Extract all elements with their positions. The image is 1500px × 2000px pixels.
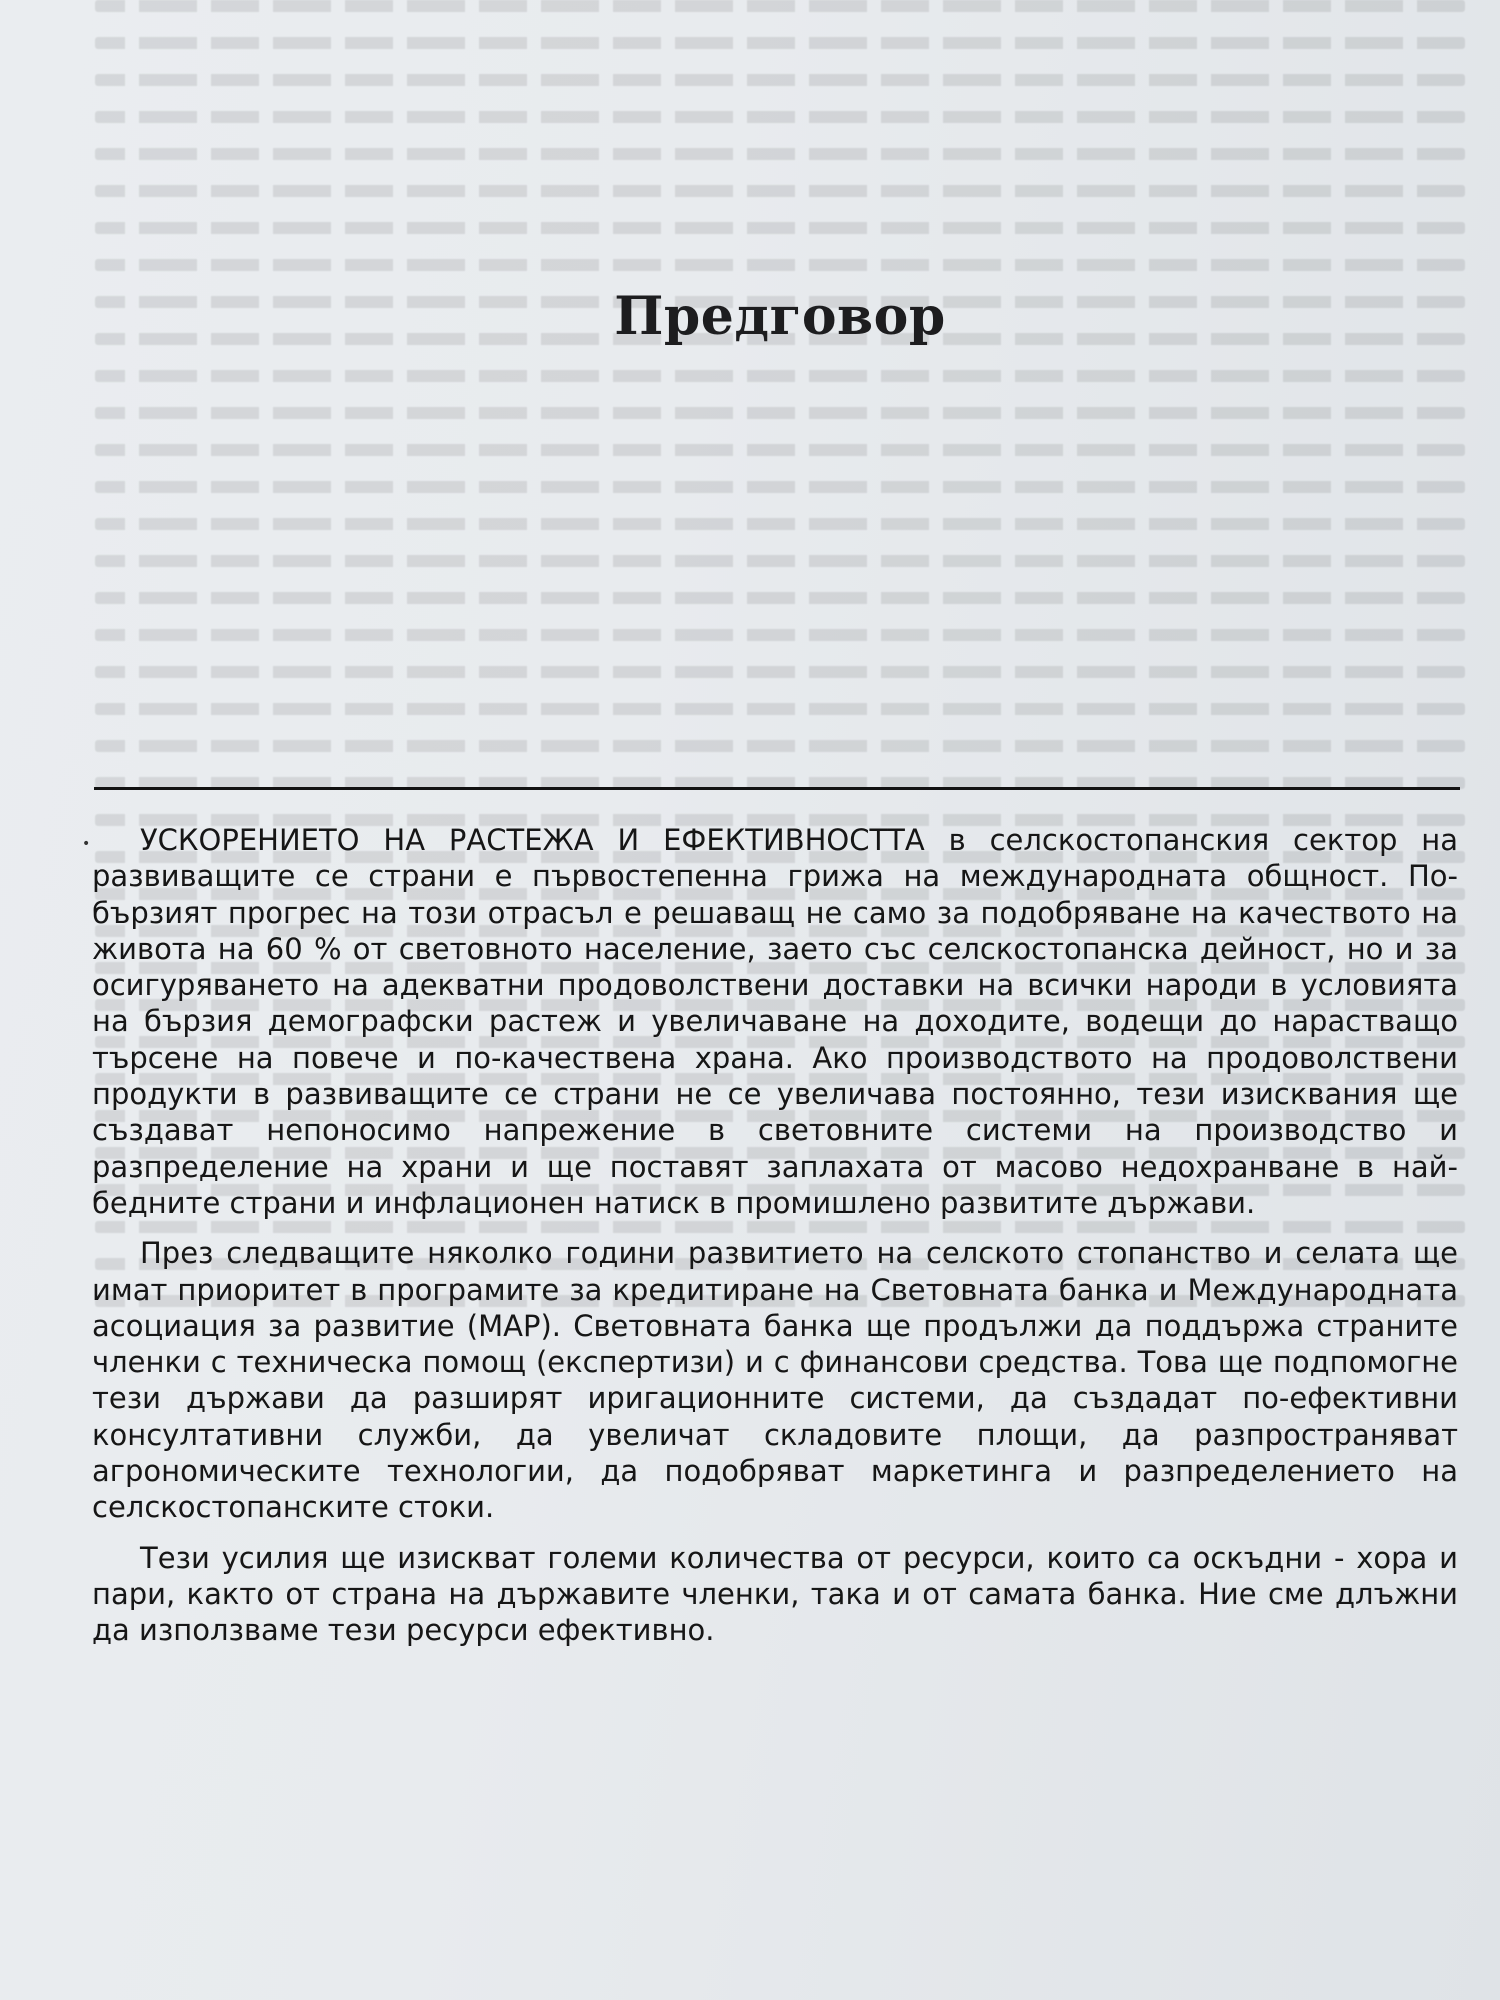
paragraph-2: През следващите няколко години развитието на селското стопанство и селата ще имат приоритет в програмите за кредитиране на Световната банка и Международната асоциация за развитие (МАР). Световната банка ще продължи да поддържа страните членки с техническа помощ (експертизи) и с финансови средства. Това ще подпомогне тези държави да разширят иригационните системи, да създадат по-ефективни консултативни служби, да увеличат складовите площи, да разпространяват агрономическите технологии, да подобряват маркетинга и разпределението на селскостопанските стоки.: [92, 1236, 1458, 1525]
paragraph-lead-caps: УСКОРЕНИЕТО НА РАСТЕЖА И ЕФЕКТИВНОСТТА: [140, 823, 925, 857]
page-title: Предговор: [614, 286, 946, 347]
paragraph-1: [92, 822, 1458, 1221]
foreword-body: [92, 822, 1458, 1663]
horizontal-rule: [94, 787, 1460, 790]
ink-dot: •: [82, 836, 91, 852]
paragraph-1-text: в селскостопанския сектор на развиващите се страни е първостепенна грижа на международната общност. По-бързият прогрес на този отрасъл е решаващ не само за подобряване на качеството на живота на 60 % от световното население, заето със селскостопанска дейност, но и за осигуряването на адекватни продоволствени доставки на всички народи в условията на бързия демографски растеж и увеличаване на доходите, водещи до нарастващо търсене на повече и по-качествена храна. Ако производството на продоволствени продукти в развиващите се страни не се увеличава постоянно, тези изисквания ще създават непоносимо напрежение в световните системи на производство и разпределение на храни и ще поставят заплахата от масово недохранване в най-бедните страни и инфлационен натиск в промишлено развитите държави.: [92, 823, 1458, 1220]
paragraph-3: Тези усилия ще изискват големи количества от ресурси, които са оскъдни - хора и пари, както от страна на държавите членки, така и от самата банка. Ние сме длъжни да използваме тези ресурси ефективно.: [92, 1540, 1458, 1648]
